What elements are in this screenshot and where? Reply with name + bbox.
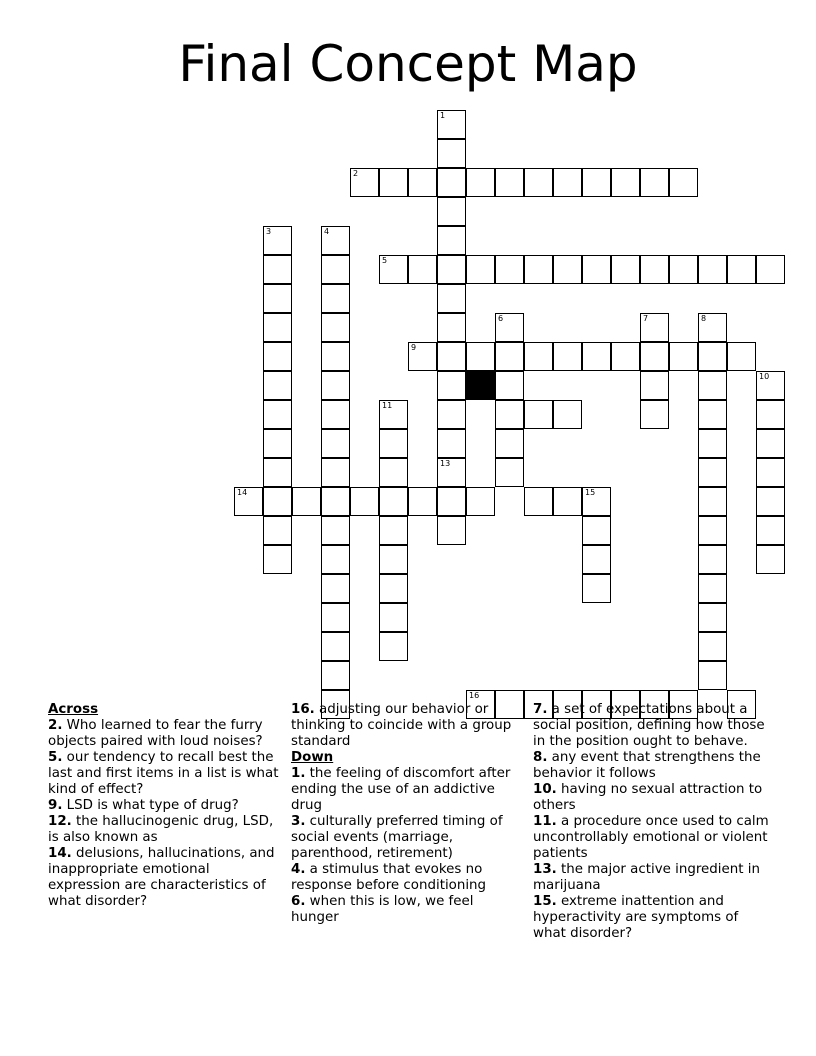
grid-cell[interactable] xyxy=(437,516,466,545)
grid-cell[interactable] xyxy=(495,458,524,487)
grid-cell[interactable] xyxy=(698,603,727,632)
clue-number: 2 xyxy=(353,169,359,178)
clue-number: 15 xyxy=(585,488,596,497)
grid-cell[interactable] xyxy=(292,487,321,516)
clue-across-9: 9. LSD is what type of drug? xyxy=(48,798,239,813)
grid-cell[interactable] xyxy=(321,284,350,313)
clue-across-5: 5. our tendency to recall best the last and first items in a list is what kind of effect? xyxy=(48,750,279,797)
grid-cell[interactable] xyxy=(379,458,408,487)
grid-cell[interactable] xyxy=(321,226,350,255)
clue-number: 4 xyxy=(324,227,330,236)
grid-cell[interactable] xyxy=(756,429,785,458)
grid-cell[interactable] xyxy=(321,458,350,487)
grid-cell[interactable] xyxy=(379,255,408,284)
clue-number: 1 xyxy=(440,111,446,120)
grid-cell[interactable] xyxy=(321,342,350,371)
grid-cell[interactable] xyxy=(263,371,292,400)
grid-cell[interactable] xyxy=(379,168,408,197)
grid-cell[interactable] xyxy=(640,313,669,342)
grid-cell[interactable] xyxy=(698,313,727,342)
grid-cell[interactable] xyxy=(756,545,785,574)
grid-cell[interactable] xyxy=(756,516,785,545)
clue-number: 6 xyxy=(498,314,504,323)
clue-down-3: 3. culturally preferred timing of social events (marriage, parenthood, retirement) xyxy=(291,814,503,861)
grid-cell[interactable] xyxy=(698,661,727,690)
grid-cell[interactable] xyxy=(437,168,466,197)
grid-cell[interactable] xyxy=(698,632,727,661)
grid-cell[interactable] xyxy=(437,371,466,400)
grid-cell[interactable] xyxy=(321,313,350,342)
grid-cell[interactable] xyxy=(379,632,408,661)
grid-cell[interactable] xyxy=(553,342,582,371)
grid-cell[interactable] xyxy=(321,632,350,661)
grid-cell[interactable] xyxy=(495,313,524,342)
grid-cell[interactable] xyxy=(466,487,495,516)
grid-cell[interactable] xyxy=(321,371,350,400)
grid-cell[interactable] xyxy=(437,139,466,168)
clue-number: 3 xyxy=(266,227,272,236)
grid-cell[interactable] xyxy=(756,371,785,400)
clue-down-1: 1. the feeling of discomfort after ending the use of an addictive drug xyxy=(291,766,511,813)
grid-cell[interactable] xyxy=(408,255,437,284)
grid-cell[interactable] xyxy=(437,197,466,226)
grid-cell[interactable] xyxy=(321,545,350,574)
grid-cell[interactable] xyxy=(263,255,292,284)
clue-down-8: 8. any event that strengthens the behavior it follows xyxy=(533,750,761,781)
grid-cell[interactable] xyxy=(611,168,640,197)
clue-number: 13 xyxy=(440,459,451,468)
grid-cell[interactable] xyxy=(640,371,669,400)
clue-column-2 xyxy=(291,702,513,926)
grid-cell[interactable] xyxy=(466,255,495,284)
clue-down-6: 6. when this is low, we feel hunger xyxy=(291,894,474,925)
grid-cell[interactable] xyxy=(553,487,582,516)
clue-across-14: 14. delusions, hallucinations, and inappropriate emotional expression are characteristics of what disorder? xyxy=(48,846,275,909)
grid-cell[interactable] xyxy=(437,226,466,255)
grid-cell[interactable] xyxy=(263,429,292,458)
grid-cell[interactable] xyxy=(582,255,611,284)
clue-down-11: 11. a procedure once used to calm uncontrollably emotional or violent patients xyxy=(533,814,769,861)
grid-cell[interactable] xyxy=(756,487,785,516)
grid-cell[interactable] xyxy=(321,400,350,429)
clue-down-10: 10. having no sexual attraction to others xyxy=(533,782,763,813)
grid-cell[interactable] xyxy=(524,168,553,197)
grid-cell[interactable] xyxy=(379,574,408,603)
clue-across-12: 12. the hallucinogenic drug, LSD, is also known as xyxy=(48,814,274,845)
grid-cell[interactable] xyxy=(495,371,524,400)
grid-cell[interactable] xyxy=(437,313,466,342)
clue-down-15: 15. extreme inattention and hyperactivity are symptoms of what disorder? xyxy=(533,894,739,941)
grid-cell[interactable] xyxy=(698,255,727,284)
grid-cell[interactable] xyxy=(698,487,727,516)
grid-cell[interactable] xyxy=(495,429,524,458)
grid-cell[interactable] xyxy=(756,255,785,284)
grid-cell[interactable] xyxy=(263,313,292,342)
grid-cell[interactable] xyxy=(263,342,292,371)
grid-cell[interactable] xyxy=(350,168,379,197)
grid-cell[interactable] xyxy=(437,342,466,371)
grid-cell[interactable] xyxy=(321,603,350,632)
grid-cell[interactable] xyxy=(408,487,437,516)
grid-cell[interactable] xyxy=(698,429,727,458)
grid-cell[interactable] xyxy=(408,168,437,197)
grid-cell[interactable] xyxy=(321,516,350,545)
grid-cell[interactable] xyxy=(553,168,582,197)
grid-cell[interactable] xyxy=(263,400,292,429)
down-heading: Down xyxy=(291,750,334,765)
grid-cell[interactable] xyxy=(379,487,408,516)
grid-cell[interactable] xyxy=(727,342,756,371)
grid-cell[interactable] xyxy=(263,226,292,255)
clue-number: 5 xyxy=(382,256,388,265)
clue-down-7: 7. a set of expectations about a social position, defining how those in the position ought to behave. xyxy=(533,702,765,749)
grid-cell[interactable] xyxy=(234,487,263,516)
grid-cell[interactable] xyxy=(263,516,292,545)
grid-cell[interactable] xyxy=(553,255,582,284)
grid-cell[interactable] xyxy=(756,400,785,429)
clue-number: 14 xyxy=(237,488,248,497)
grid-cell[interactable] xyxy=(263,487,292,516)
clue-column-1 xyxy=(48,702,282,910)
grid-cell[interactable] xyxy=(379,603,408,632)
grid-cell[interactable] xyxy=(495,255,524,284)
grid-cell[interactable] xyxy=(437,458,466,487)
grid-cell[interactable] xyxy=(379,400,408,429)
grid-cell[interactable] xyxy=(321,487,350,516)
grid-cell[interactable] xyxy=(524,487,553,516)
grid-cell[interactable] xyxy=(350,487,379,516)
grid-cell[interactable] xyxy=(582,168,611,197)
grid-cell[interactable] xyxy=(437,255,466,284)
grid-cell[interactable] xyxy=(669,255,698,284)
grid-cell[interactable] xyxy=(495,400,524,429)
grid-cell[interactable] xyxy=(379,429,408,458)
across-heading: Across xyxy=(48,702,99,717)
grid-cell[interactable] xyxy=(495,168,524,197)
grid-cell[interactable] xyxy=(321,255,350,284)
grid-cell[interactable] xyxy=(321,429,350,458)
grid-cell[interactable] xyxy=(611,342,640,371)
grid-cell[interactable] xyxy=(524,400,553,429)
grid-cell[interactable] xyxy=(640,342,669,371)
grid-cell[interactable] xyxy=(524,342,553,371)
clue-number: 16 xyxy=(469,691,480,700)
clue-number: 9 xyxy=(411,343,417,352)
grid-cell[interactable] xyxy=(698,342,727,371)
grid-cell[interactable] xyxy=(582,516,611,545)
grid-cell[interactable] xyxy=(437,110,466,139)
grid-cell[interactable] xyxy=(698,574,727,603)
grid-cell[interactable] xyxy=(408,342,437,371)
grid-cell[interactable] xyxy=(553,400,582,429)
grid-cell[interactable] xyxy=(582,574,611,603)
grid-cell[interactable] xyxy=(698,371,727,400)
grid-cell[interactable] xyxy=(263,284,292,313)
grid-cell[interactable] xyxy=(263,458,292,487)
grid-cell[interactable] xyxy=(321,661,350,690)
grid-cell[interactable] xyxy=(379,545,408,574)
clue-across-16: 16. adjusting our behavior or thinking to coincide with a group standard xyxy=(291,702,512,749)
grid-cell[interactable] xyxy=(669,168,698,197)
page-title: Final Concept Map xyxy=(178,35,638,93)
grid-cell[interactable] xyxy=(379,516,408,545)
grid-cell[interactable] xyxy=(321,574,350,603)
grid-cell[interactable] xyxy=(698,516,727,545)
grid-cell[interactable] xyxy=(582,342,611,371)
clue-across-2: 2. Who learned to fear the furry objects paired with loud noises? xyxy=(48,718,263,749)
clue-down-13: 13. the major active ingredient in marijuana xyxy=(533,862,760,893)
grid-cell[interactable] xyxy=(669,342,698,371)
clue-number: 10 xyxy=(759,372,770,381)
grid-cell[interactable] xyxy=(466,168,495,197)
grid-cell[interactable] xyxy=(582,487,611,516)
clue-number: 8 xyxy=(701,314,707,323)
grid-cell[interactable] xyxy=(466,342,495,371)
grid-cell[interactable] xyxy=(727,255,756,284)
grid-cell[interactable] xyxy=(437,400,466,429)
grid-cell[interactable] xyxy=(495,342,524,371)
grid-cell[interactable] xyxy=(524,255,553,284)
grid-cell[interactable] xyxy=(611,255,640,284)
grid-cell[interactable] xyxy=(756,458,785,487)
grid-cell[interactable] xyxy=(640,400,669,429)
grid-cell[interactable] xyxy=(640,255,669,284)
grid-cell[interactable] xyxy=(437,429,466,458)
grid-cell[interactable] xyxy=(698,458,727,487)
grid-cell[interactable] xyxy=(437,284,466,313)
clue-number: 11 xyxy=(382,401,393,410)
grid-cell[interactable] xyxy=(437,487,466,516)
grid-cell[interactable] xyxy=(582,545,611,574)
grid-cell[interactable] xyxy=(698,545,727,574)
grid-cell[interactable] xyxy=(698,400,727,429)
clue-down-4: 4. a stimulus that evokes no response before conditioning xyxy=(291,862,487,893)
grid-cell[interactable] xyxy=(640,168,669,197)
clue-number: 7 xyxy=(643,314,649,323)
black-square xyxy=(466,371,495,400)
grid-cell[interactable] xyxy=(263,545,292,574)
clue-column-3 xyxy=(533,702,769,942)
